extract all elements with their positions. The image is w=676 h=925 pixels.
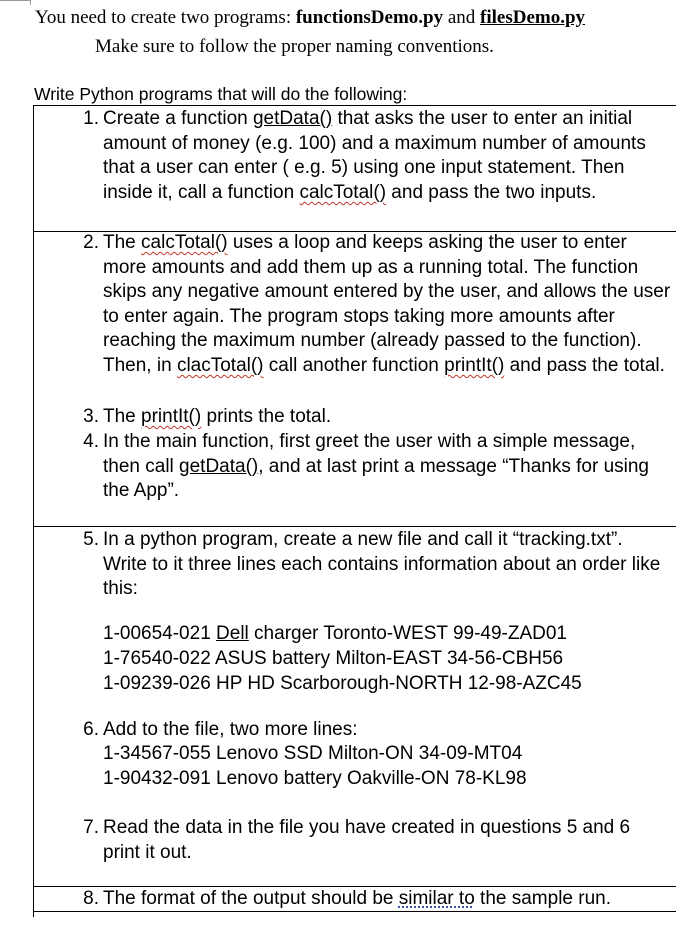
header-text: You need to create two programs: [35,7,296,28]
header-and: and [443,7,481,28]
order-line-1: 1-00654-021 Dell charger Toronto-WEST 99-49-ZAD01 [103,623,567,644]
function-calctotal: calcTotal() [141,232,228,253]
order-line-2: 1-76540-022 ASUS battery Milton-EAST 34-56-CBH56 [103,648,564,669]
order-line-4: 1-34567-055 Lenovo SSD Milton-ON 34-09-MT04 [103,743,523,764]
function-getdata: getData() [179,455,259,477]
table-border-top [33,105,676,106]
file-name-files[interactable]: filesDemo.py [480,7,586,28]
intro-text: Write Python programs that will do the following: [34,84,408,104]
function-getdata: getData() [252,108,333,129]
header-line-1 [35,7,585,29]
function-printit: printIt() [141,406,202,427]
item-number: 5. [83,529,99,550]
order-line-5: 1-90432-091 Lenovo battery Oakville-ON 78-KL98 [103,768,527,789]
item-number: 8. [83,888,99,909]
phrase-similar-to: similar to [398,888,475,909]
item-number: 2. [83,232,99,253]
function-calctotal: calcTotal() [299,181,387,203]
instructions-table [33,105,676,917]
header-line-2: Make sure to follow the proper naming conventions. [95,36,494,57]
page-corner-mark [0,0,31,5]
item-number: 6. [83,719,99,740]
table-border-row2 [33,526,676,527]
order-line-3: 1-09239-026 HP HD Scarborough-NORTH 12-98-AZC45 [103,673,582,694]
item-number: 3. [83,406,99,427]
item-number: 1. [83,108,99,129]
item-number: 4. [83,431,99,452]
file-name-functions: functionsDemo.py [295,7,444,28]
function-printit: printIt() [444,354,505,376]
item-number: 7. [83,817,99,838]
brand-dell: Dell [216,623,249,644]
function-clactotal: clacTotal() [176,354,264,376]
